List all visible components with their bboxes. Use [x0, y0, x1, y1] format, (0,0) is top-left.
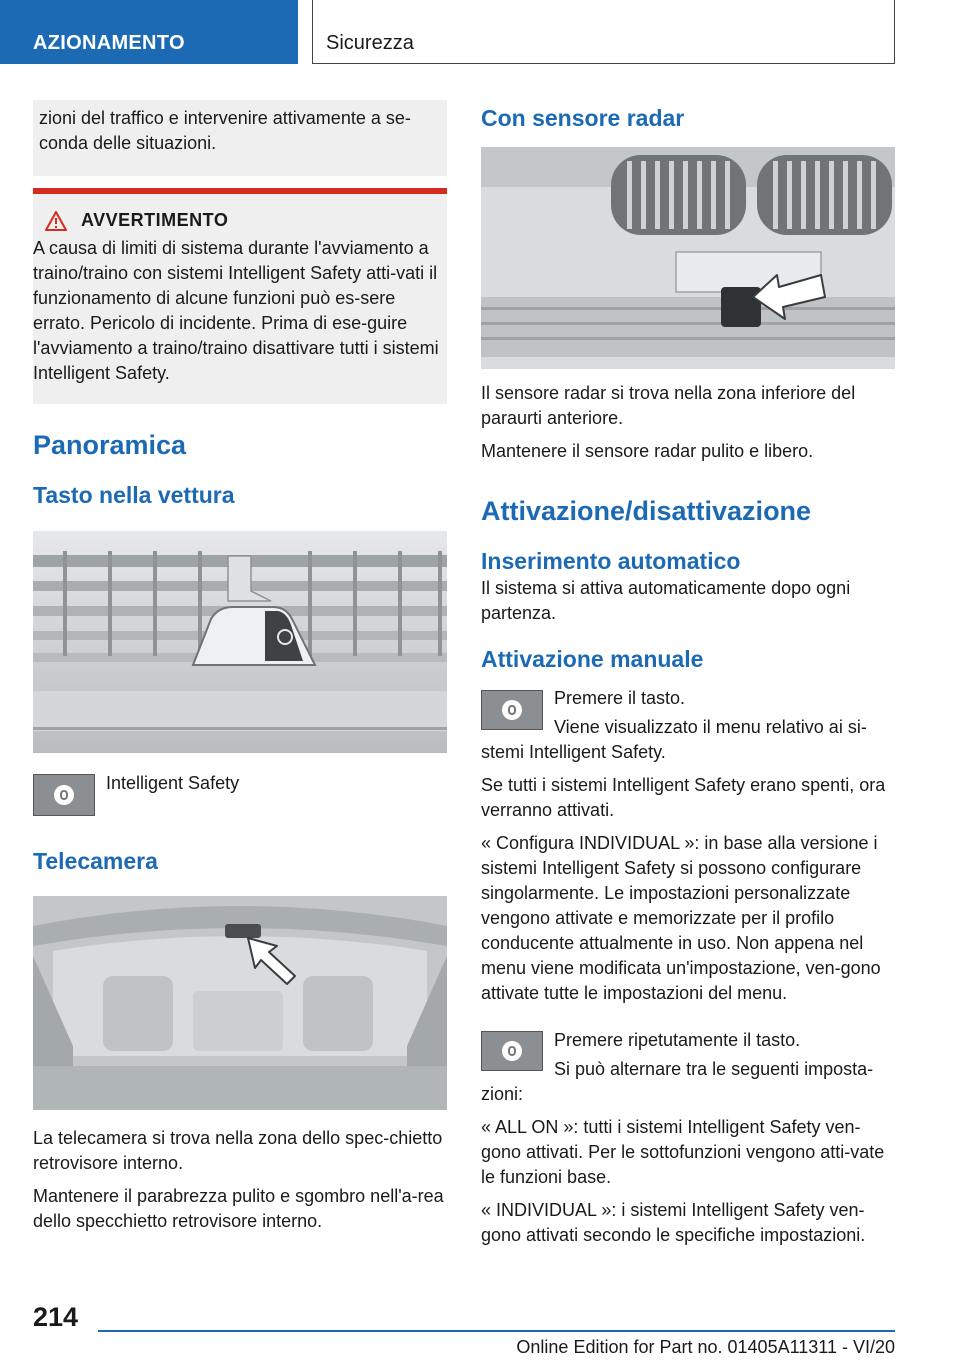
manual-text-1: Se tutti i sistemi Intelligent Safety erano spenti, ora verranno attivati. [481, 775, 886, 820]
radar-text-2: Mantenere il sensore radar pulito e libero. [481, 441, 814, 461]
manual-step-2 [481, 1028, 895, 1107]
manual-step-2-text: Premere ripetutamente il tasto. [554, 1030, 801, 1050]
camera-heading: Telecamera [33, 848, 158, 874]
activation-heading: Attivazione/disattivazione [481, 496, 812, 526]
button-photo [33, 531, 447, 753]
radar-heading: Con sensore radar [481, 105, 685, 131]
left-column [33, 100, 447, 1234]
intelligent-safety-button-icon [481, 690, 543, 730]
auto-heading: Inserimento automatico [481, 548, 741, 574]
intelligent-safety-button-icon [33, 774, 95, 816]
camera-text-2: Mantenere il parabrezza pulito e sgombro nell'a-rea dello specchietto retrovisore interno. [33, 1186, 444, 1231]
manual-step-1 [481, 686, 895, 765]
radar-text-1: Il sensore radar si trova nella zona inferiore del paraurti anteriore. [481, 383, 856, 428]
overview-heading: Panoramica [33, 430, 187, 460]
right-column [481, 100, 895, 1248]
intelligent-safety-button-icon [481, 1031, 543, 1071]
warning-title: AVVERTIMENTO [81, 210, 229, 230]
section-tab: AZIONAMENTO [0, 0, 298, 64]
individual-text: « INDIVIDUAL »: i sistemi Intelligent Safety ven-gono attivati secondo le specifiche impostazioni. [481, 1200, 866, 1245]
button-heading: Tasto nella vettura [33, 482, 235, 508]
all-on-text: « ALL ON »: tutti i sistemi Intelligent Safety ven-gono attivati. Per le sottofunzioni vengono atti-vate le funzioni base. [481, 1117, 885, 1187]
warning-icon [45, 211, 67, 231]
radar-photo [481, 147, 895, 369]
auto-text: Il sistema si attiva automaticamente dopo ogni partenza. [481, 578, 851, 623]
manual-step-1-text: Premere il tasto. [554, 688, 686, 708]
windshield-illustration [33, 896, 447, 1110]
manual-step-2-result: Si può alternare tra le seguenti imposta-zioni: [481, 1059, 874, 1104]
button-legend [33, 773, 447, 816]
edition-text: Online Edition for Part no. 01405A11311 - VI/20 [516, 1337, 895, 1357]
bumper-radar-illustration [481, 147, 895, 369]
manual-step-1-result: Viene visualizzato il menu relativo ai si-stemi Intelligent Safety. [481, 717, 867, 762]
footer-divider [98, 1330, 895, 1332]
chapter-title: Sicurezza [312, 0, 895, 64]
continued-text: zioni del traffico e intervenire attivamente a se-conda delle situazioni. [33, 100, 447, 176]
warning-box [33, 188, 447, 404]
manual-heading: Attivazione manuale [481, 646, 704, 672]
manual-text-2: « Configura INDIVIDUAL »: in base alla versione i sistemi Intelligent Safety si possono configurare singolarmente. Le impostazioni personalizzate vengono attivate e memorizzate per il profilo conducente attualmente in uso. Non appena nel menu viene modificata un'impostazione, ven-gono attivate tutte le impostazioni del menu. [481, 833, 881, 1003]
button-caption: Intelligent Safety [106, 773, 240, 793]
page-number: 214 [33, 1302, 79, 1332]
grille-button-illustration [33, 531, 447, 753]
camera-photo [33, 896, 447, 1110]
warning-text: A causa di limiti di sistema durante l'avviamento a traino/traino con sistemi Intelligent Safety atti-vati il funzionamento di alcune funzioni può es-sere errato. Pericolo di incidente. Prima di ese-guire l'avviamento a traino/traino disattivare tutti i sistemi Intelligent Safety. [33, 238, 439, 383]
camera-text-1: La telecamera si trova nella zona dello spec-chietto retrovisore interno. [33, 1128, 443, 1173]
